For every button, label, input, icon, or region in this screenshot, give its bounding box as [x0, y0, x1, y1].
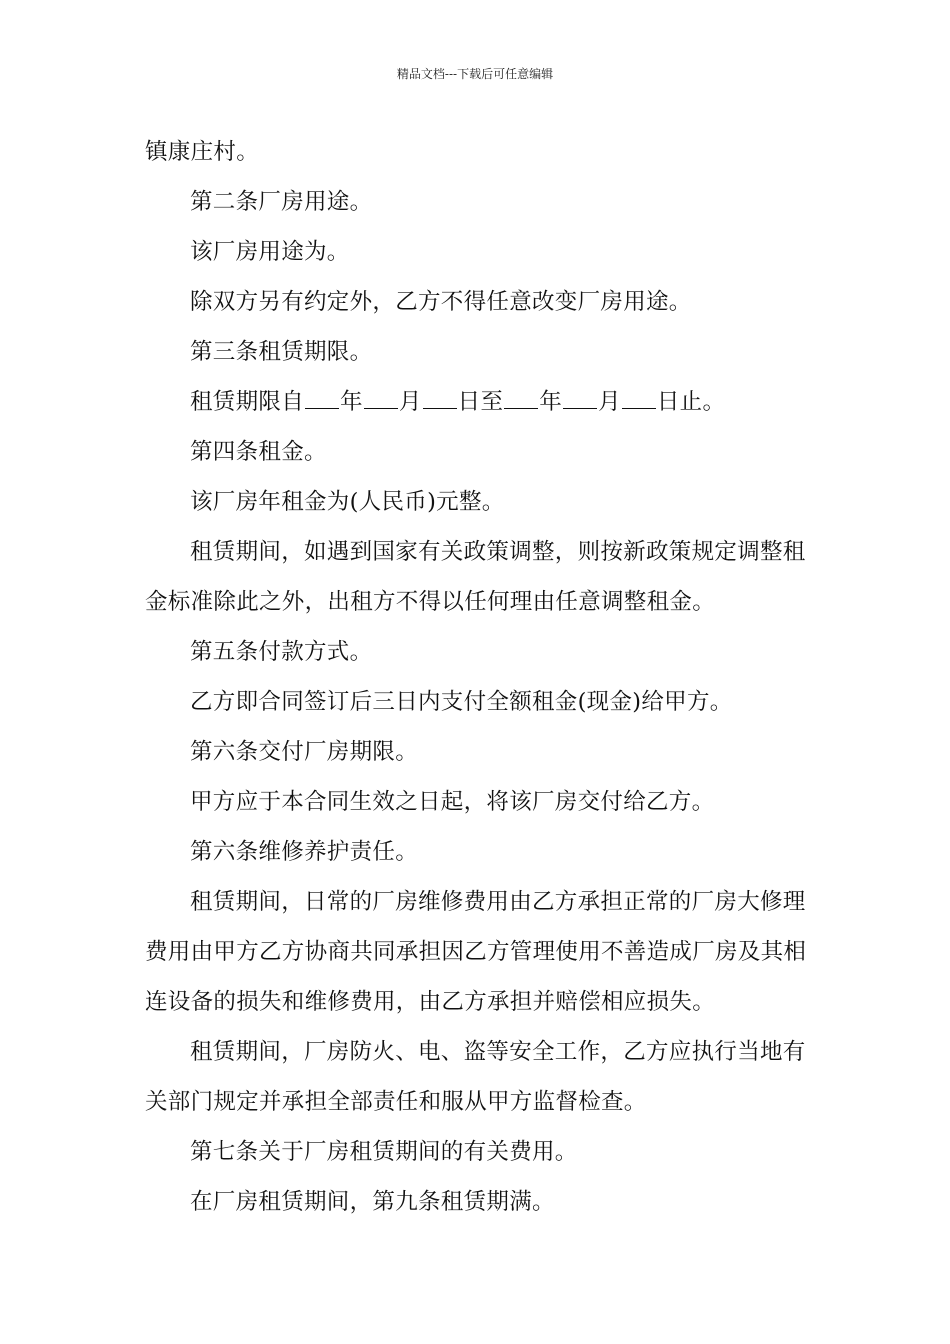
line-text: 第七条关于厂房租赁期间的有关费用。 [190, 1139, 578, 1165]
line-text: 除双方另有约定外，乙方不得任意改变厂房用途。 [190, 289, 692, 315]
line-text: 租赁期间，如遇到国家有关政策调整，则按新政策规定调整租 [190, 539, 806, 565]
line-text: 连设备的损失和维修费用，由乙方承担并赔偿相应损失。 [145, 989, 716, 1015]
line-text: 日至 [457, 389, 504, 415]
line-text: 第六条交付厂房期限。 [190, 739, 419, 765]
paragraph-line [145, 582, 810, 632]
line-text: 该厂房年租金为(人民币)元整。 [190, 489, 505, 515]
line-text: 租赁期限自 [190, 389, 305, 415]
paragraph-line [145, 282, 810, 332]
fill-in-blank [563, 390, 597, 409]
paragraph-line [145, 832, 810, 882]
paragraph-line [145, 882, 810, 932]
paragraph-line [145, 432, 810, 482]
paragraph-line [145, 632, 810, 682]
fill-in-blank [364, 390, 398, 409]
line-text: 月 [598, 389, 621, 415]
fill-in-blank [423, 390, 457, 409]
line-text: 租赁期间，日常的厂房维修费用由乙方承担正常的厂房大修理 [190, 889, 806, 915]
line-text: 第三条租赁期限。 [190, 339, 373, 365]
line-text: 第四条租金。 [190, 439, 327, 465]
line-text: 镇康庄村。 [145, 139, 260, 165]
paragraph-line [145, 1032, 810, 1082]
line-text: 日止。 [656, 389, 726, 415]
paragraph-line [145, 482, 810, 532]
line-text: 第五条付款方式。 [190, 639, 373, 665]
line-text: 年 [539, 389, 563, 415]
line-text: 月 [398, 389, 422, 415]
paragraph-line [145, 932, 810, 982]
paragraph-line [145, 682, 810, 732]
line-text: 金标准除此之外，出租方不得以任何理由任意调整租金。 [145, 589, 716, 615]
line-text: 租赁期间，厂房防火、电、盗等安全工作，乙方应执行当地有 [190, 1039, 806, 1065]
paragraph-line [145, 382, 810, 432]
paragraph-line [145, 182, 810, 232]
paragraph-line [145, 132, 810, 182]
paragraph-line [145, 1082, 810, 1132]
paragraph-line [145, 1182, 810, 1232]
line-text: 该厂房用途为。 [190, 239, 350, 265]
paragraph-line [145, 732, 810, 782]
paragraph-line [145, 1132, 810, 1182]
page-header: 精品文档---下载后可任意编辑 [396, 67, 554, 81]
line-text: 乙方即合同签订后三日内支付全额租金(现金)给甲方。 [190, 689, 733, 715]
paragraph-line [145, 782, 810, 832]
fill-in-blank [622, 390, 656, 409]
line-text: 年 [340, 389, 363, 415]
line-text: 在厂房租赁期间，第九条租赁期满。 [190, 1189, 555, 1215]
line-text: 关部门规定并承担全部责任和服从甲方监督检查。 [145, 1089, 647, 1115]
fill-in-blank [305, 390, 339, 409]
paragraph-line [145, 232, 810, 282]
line-text: 费用由甲方乙方协商共同承担因乙方管理使用不善造成厂房及其相 [145, 939, 807, 965]
document-body [145, 132, 810, 1232]
line-text: 第二条厂房用途。 [190, 189, 373, 215]
line-text: 甲方应于本合同生效之日起，将该厂房交付给乙方。 [190, 789, 715, 815]
fill-in-blank [504, 390, 538, 409]
paragraph-line [145, 982, 810, 1032]
paragraph-line [145, 532, 810, 582]
line-text: 第六条维修养护责任。 [190, 839, 419, 865]
paragraph-line [145, 332, 810, 382]
